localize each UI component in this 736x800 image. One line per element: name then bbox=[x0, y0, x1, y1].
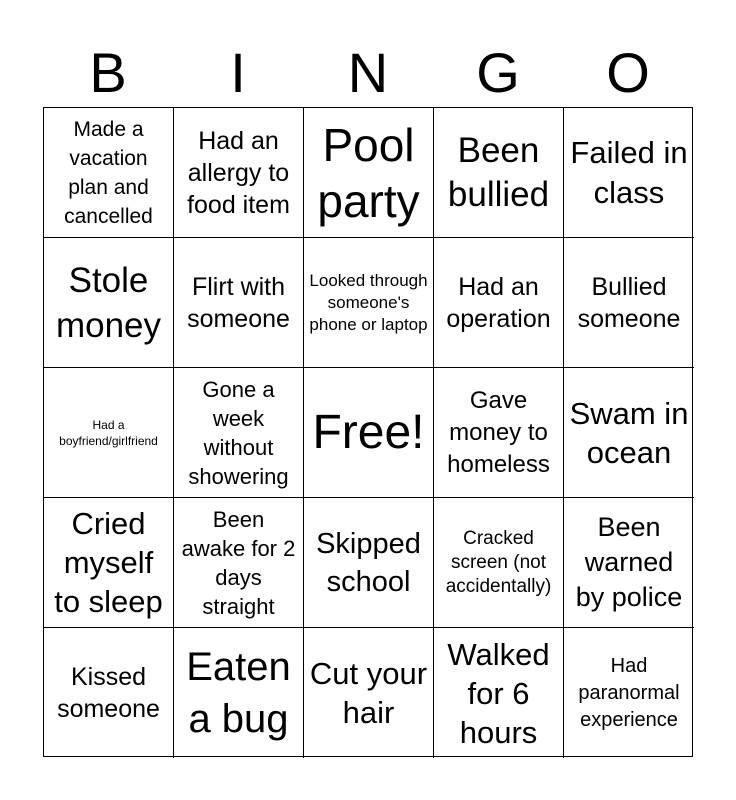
bingo-cell[interactable] bbox=[564, 238, 694, 368]
bingo-cell[interactable] bbox=[564, 628, 694, 758]
bingo-board bbox=[43, 107, 693, 757]
bingo-cell[interactable] bbox=[174, 498, 304, 628]
bingo-header bbox=[43, 40, 693, 106]
cell-text: Walked for 6 hours bbox=[447, 636, 550, 750]
cell-text: Had paranormal experience bbox=[578, 654, 680, 731]
header-letter-b: B bbox=[89, 41, 127, 104]
cell-text: Gone a week without showering bbox=[188, 376, 289, 489]
bingo-cell[interactable] bbox=[174, 108, 304, 238]
cell-text: Pool party bbox=[317, 118, 420, 227]
bingo-cell[interactable] bbox=[174, 628, 304, 758]
cell-text: Cut your hair bbox=[309, 656, 428, 730]
bingo-cell[interactable] bbox=[174, 368, 304, 498]
cell-text: Kissed someone bbox=[57, 663, 160, 723]
cell-text: Failed in class bbox=[570, 134, 688, 210]
cell-text: Stole money bbox=[55, 260, 162, 345]
bingo-cell[interactable] bbox=[44, 238, 174, 368]
bingo-cell[interactable] bbox=[434, 108, 564, 238]
cell-text: Gave money to homeless bbox=[447, 386, 550, 478]
cell-text: Been awake for 2 days straight bbox=[181, 506, 296, 619]
cell-text: Eaten a bug bbox=[186, 645, 291, 741]
bingo-cell[interactable] bbox=[174, 238, 304, 368]
bingo-cell[interactable] bbox=[564, 498, 694, 628]
cell-text: Flirt with someone bbox=[187, 272, 290, 333]
header-letter-i: I bbox=[230, 41, 246, 104]
cell-text: Had a boyfriend/girlfriend bbox=[59, 417, 158, 448]
cell-text: Had an allergy to food item bbox=[187, 126, 290, 219]
bingo-cell[interactable] bbox=[434, 368, 564, 498]
header-letter-n: N bbox=[347, 41, 389, 104]
cell-text: Free! bbox=[312, 405, 425, 459]
bingo-cell[interactable] bbox=[564, 108, 694, 238]
bingo-cell[interactable] bbox=[564, 368, 694, 498]
cell-text: Been bullied bbox=[447, 130, 550, 214]
free-space[interactable] bbox=[304, 368, 434, 498]
header-letter-o: O bbox=[606, 41, 650, 104]
bingo-cell[interactable] bbox=[304, 628, 434, 758]
bingo-cell[interactable] bbox=[44, 498, 174, 628]
cell-text: Bullied someone bbox=[577, 272, 681, 333]
cell-text: Cried myself to sleep bbox=[54, 506, 163, 619]
cell-text: Made a vacation plan and cancelled bbox=[64, 117, 153, 228]
bingo-cell[interactable] bbox=[44, 108, 174, 238]
cell-text: Swam in ocean bbox=[569, 395, 689, 470]
bingo-cell[interactable] bbox=[44, 368, 174, 498]
cell-text: Looked through someone's phone or laptop bbox=[309, 270, 428, 334]
header-letter-g: G bbox=[476, 41, 520, 104]
bingo-cell[interactable] bbox=[434, 238, 564, 368]
cell-text: Skipped school bbox=[316, 527, 421, 598]
bingo-cell[interactable] bbox=[434, 498, 564, 628]
cell-text: Had an operation bbox=[446, 272, 551, 333]
bingo-cell[interactable] bbox=[44, 628, 174, 758]
bingo-cell[interactable] bbox=[304, 498, 434, 628]
bingo-cell[interactable] bbox=[434, 628, 564, 758]
bingo-cell[interactable] bbox=[304, 238, 434, 368]
bingo-cell[interactable] bbox=[304, 108, 434, 238]
cell-text: Been warned by police bbox=[575, 512, 683, 612]
cell-text: Cracked screen (not accidentally) bbox=[445, 527, 552, 597]
